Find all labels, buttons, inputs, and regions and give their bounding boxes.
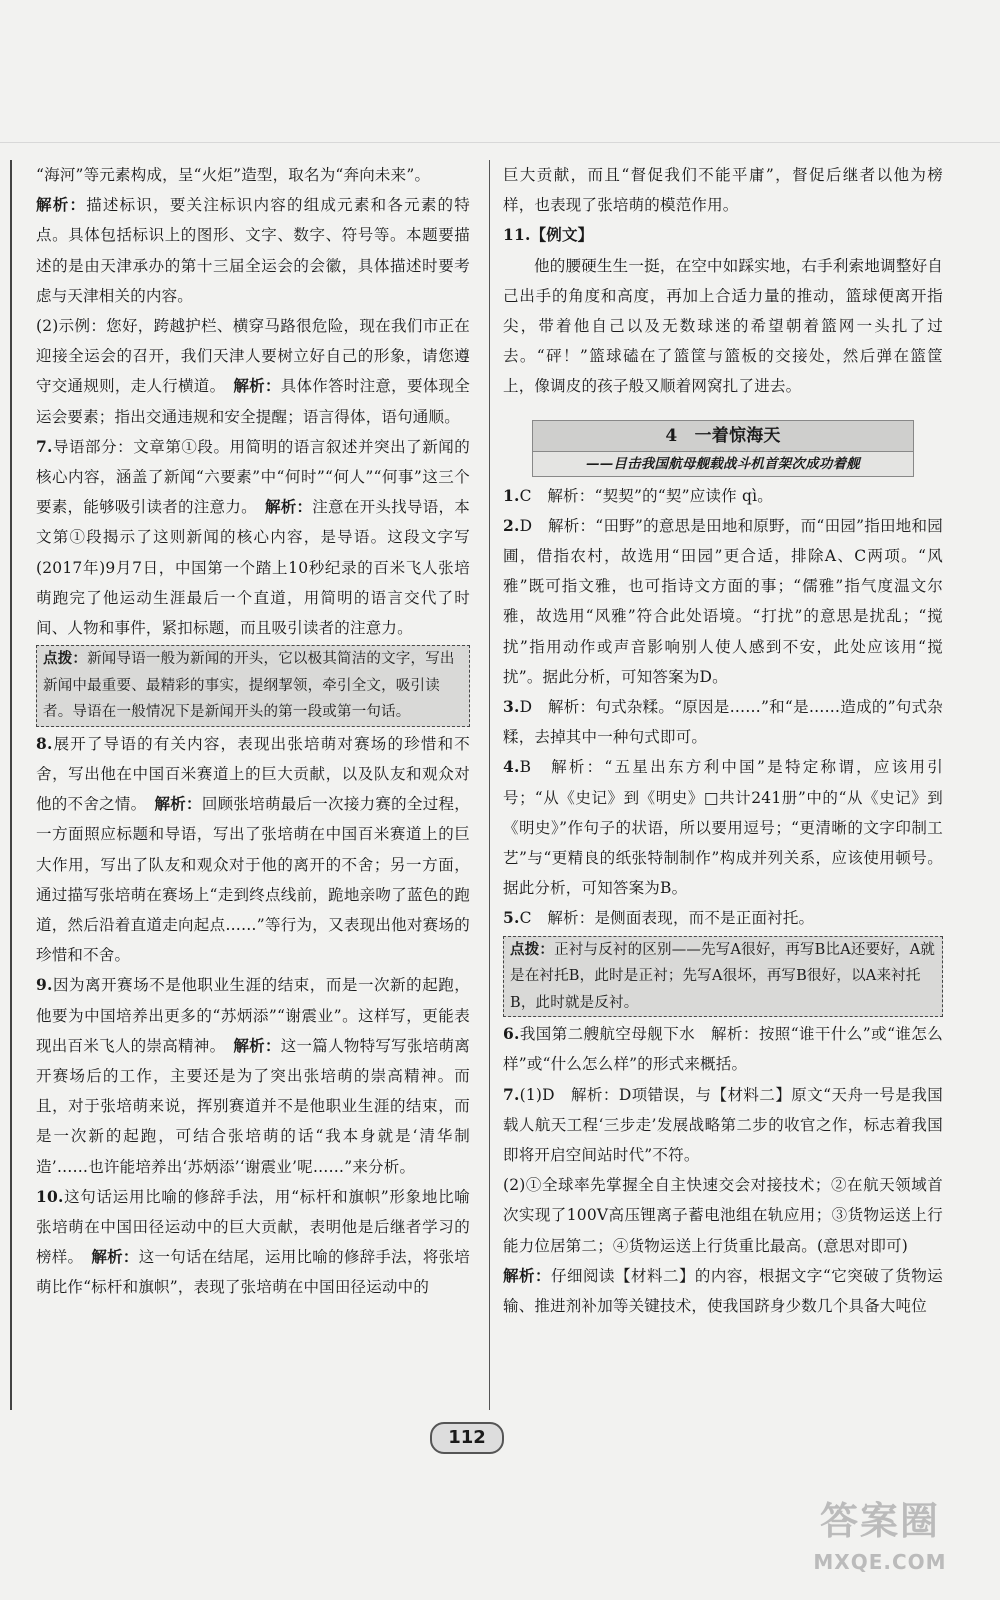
answer-text: 这句话运用比喻的修辞手法，用“标杆和旗帜”形象地比喻张培萌在中国田径运动中的巨大贡献，表明他是后继者学习的榜样。 bbox=[36, 1187, 470, 1267]
analysis-text: 注意在开头找导语，本文第①段揭示了这则新闻的核心内容，是导语。这段文字写(2017年)9月7日，中国第一个踏上10秒纪录的百米飞人张培萌跑完了他运动生涯最后一个直道，用简明的语言交代了时间、人物和事件，紧扣标题，而且吸引读者的注意力。 bbox=[36, 498, 470, 638]
answer-text: 巨大贡献，而且“督促我们不能平庸”，督促后继者以他为榜样，也表现了张培萌的模范作用。 bbox=[503, 166, 943, 215]
analysis-text: 这一篇人物特写写张培萌离开赛场后的工作，主要还是为了突出张培萌的崇高精神。而且，对于张培萌来说，挥别赛道并不是他职业生涯的结束，而是一次新的起跑，可结合张培萌的话“我本身就是‘清华制造’……也许能培养出‘苏炳添’‘谢震业’呢……”来分析。 bbox=[36, 1036, 471, 1176]
question-number: 8. bbox=[36, 733, 53, 753]
answer-text: 因为离开赛场不是他职业生涯的结束，而是一次新的起跑，他要为中国培养出更多的“苏炳添”“谢震业”。这样写，更能表现出百米飞人的崇高精神。 bbox=[36, 976, 470, 1055]
answer-text: 展开了导语的有关内容，表现出张培萌对赛场的珍惜和不舍，写出他在中国百米赛道上的巨大贡献，以及队友和观众对他的不舍之情。 bbox=[36, 734, 470, 814]
analysis-text: 回顾张培萌最后一次接力赛的全过程，一方面照应标题和导语，写出了张培萌在中国百米赛道上的巨大作用，写出了队友和观众对于他的离开的不舍；另一方面，通过描写张培萌在赛场上“走到终点线前，跪地亲吻了蓝色的跑道，然后沿着直道走向起点……”等行为，又表现出他对赛场的珍惜和不舍。 bbox=[36, 795, 470, 965]
answer-7-part-2: (2)①全球率先掌握全自主快速交会对接技术；②在航天领域首次实现了100V高压锂离子蓄电池组在轨应用；③货物运送上行能力位居第二；④货物运送上行货重比最高。(意思对即可) bbox=[503, 1176, 943, 1255]
question-number: 2. bbox=[503, 515, 520, 535]
answer-5 bbox=[503, 903, 943, 933]
answer-1 bbox=[503, 481, 943, 511]
analysis-label: 解析： bbox=[154, 794, 202, 814]
question-number: 4. bbox=[503, 757, 520, 777]
answer-6 bbox=[503, 1019, 943, 1079]
section-subtitle: ——目击我国航母舰载战斗机首架次成功着舰 bbox=[532, 452, 914, 477]
tip-box bbox=[503, 936, 943, 1018]
question-number: 11. bbox=[503, 225, 531, 245]
watermark-logo: 答案圈 bbox=[819, 1499, 940, 1543]
answer-text: C 解析：“契契”的“契”应读作 qì。 bbox=[519, 486, 773, 505]
answer-text: “海河”等元素构成，呈“火炬”造型，取名为“奔向未来”。 bbox=[36, 166, 431, 184]
analysis-paragraph bbox=[36, 190, 470, 311]
question-9 bbox=[36, 970, 470, 1181]
left-column bbox=[36, 160, 470, 1303]
analysis-label: 解析： bbox=[233, 376, 281, 396]
answer-text: D 解析：句式杂糅。“原因是……”和“是……造成的”句式杂糅，去掉其中一种句式即可。 bbox=[503, 698, 943, 747]
answer-text: D 解析：“田野”的意思是田地和原野，而“田园”指田地和园圃，借指农村，故选用“田园”更合适，排除A、C两项。“风雅”既可指文雅，也可指诗文方面的事；“儒雅”指气度温文尔雅，故选用“风雅”符合此处语境。“打扰”的意思是扰乱；“搅扰”指用动作或声音影响别人使人感到不安，此处应该用“搅扰”。据此分析，可知答案为D。 bbox=[503, 516, 943, 686]
question-number: 7. bbox=[36, 436, 53, 456]
analysis-label: 解析： bbox=[233, 1035, 281, 1055]
answer-4 bbox=[503, 752, 943, 903]
question-10 bbox=[36, 1182, 470, 1303]
analysis-label: 解析： bbox=[264, 497, 313, 517]
left-margin-rule bbox=[10, 160, 12, 1410]
analysis-text: 仔细阅读【材料二】的内容，根据文字“它突破了货物运输、推进剂补加等关键技术，使我国跻身少数几个具备大吨位 bbox=[503, 1266, 943, 1315]
question-7 bbox=[36, 432, 470, 643]
analysis-text: 具体作答时注意，要体现全运会要素；指出交通违规和安全提醒；语言得体，语句通顺。 bbox=[36, 377, 471, 426]
answer-3 bbox=[503, 692, 943, 752]
answer-text: 我国第二艘航空母舰下水 解析：按照“谁干什么”或“谁怎么样”或“什么怎么样”的形式来概括。 bbox=[503, 1025, 943, 1074]
question-number: 7. bbox=[503, 1084, 520, 1104]
column-divider bbox=[489, 160, 490, 1410]
answer-text: B 解析：“五星出东方利中国”是特定称谓，应该用引号；“从《史记》到《明史》□共计241册”中的“从《史记》到《明史》”作句子的状语，所以要用逗号；“更清晰的文字印制工艺”与“更精良的纸张特制制作”构成并列关系，应该使用顿号。据此分析，可知答案为B。 bbox=[503, 758, 943, 898]
answer-text: (1)D 解析：D项错误，与【材料二】原文“天舟一号是我国载人航天工程‘三步走’发展战略第二步的收官之作，标志着我国即将开启空间站时代”不符。 bbox=[503, 1085, 943, 1164]
analysis-paragraph bbox=[503, 1261, 943, 1321]
section-title: 4 一着惊海天 bbox=[532, 420, 914, 452]
answer-paragraph bbox=[36, 311, 470, 432]
page-number: 112 bbox=[430, 1422, 504, 1454]
tip-label: 点拨： bbox=[510, 940, 555, 958]
question-8 bbox=[36, 729, 470, 971]
question-number: 3. bbox=[503, 697, 520, 717]
watermark-site: MXQE.COM bbox=[813, 1550, 947, 1574]
example-essay: 他的腰硬生生一挺，在空中如踩实地，右手利索地调整好自己出手的角度和高度，再加上合适力量的推动，篮球便离开指尖，带着他自己以及无数球迷的希望朝着篮网一头扎了过去。“砰！”篮球磕在了篮筐与篮板的交接处，然后弹在篮筐上，像调皮的孩子般又顺着网窝扎了进去。 bbox=[503, 256, 943, 396]
analysis-text: 这一句话在结尾，运用比喻的修辞手法，将张培萌比作“标杆和旗帜”，表现了张培萌在中国田径运动中的 bbox=[36, 1248, 470, 1297]
tip-box bbox=[36, 645, 470, 727]
analysis-text: 描述标识，要关注标识内容的组成元素和各元素的特点。具体包括标识上的图形、文字、数字、符号等。本题要描述的是由天津承办的第十三届全运会的会徽，具体描述时要考虑与天津相关的内容。 bbox=[36, 196, 470, 305]
answer-text: (2)示例：您好，跨越护栏、横穿马路很危险，现在我们市正在迎接全运会的召开，我们天津人要树立好自己的形象，请您遵守交通规则，走人行横道。 bbox=[36, 317, 470, 396]
question-11 bbox=[503, 220, 943, 250]
answer-2 bbox=[503, 511, 943, 692]
example-heading: 【例文】 bbox=[530, 225, 594, 245]
question-number: 10. bbox=[36, 1186, 64, 1206]
analysis-label: 解析： bbox=[36, 195, 87, 215]
right-column bbox=[503, 160, 943, 1321]
answer-7 bbox=[503, 1080, 943, 1171]
question-number: 9. bbox=[36, 975, 53, 995]
header-rule bbox=[0, 142, 1000, 143]
tip-text: 新闻导语一般为新闻的开头，它以极其简洁的文字，写出新闻中最重要、最精彩的事实，提纲挈领，牵引全文，吸引读者。导语在一般情况下是新闻开头的第一段或第一句话。 bbox=[43, 651, 455, 721]
answer-text: C 解析：是侧面表现，而不是正面衬托。 bbox=[519, 909, 815, 928]
section-header bbox=[532, 420, 914, 477]
tip-text: 正衬与反衬的区别——先写A很好，再写B比A还要好，A就是在衬托B，此时是正衬；先写A很坏，再写B很好，以A来衬托B，此时就是反衬。 bbox=[510, 941, 936, 1011]
tip-label: 点拨： bbox=[43, 650, 88, 668]
answer-text: 导语部分：文章第①段。用简明的语言叙述并突出了新闻的核心内容，涵盖了新闻“六要素”中“何时”“何人”“何事”这三个要素，能够吸引读者的注意力。 bbox=[36, 437, 470, 517]
question-number: 1. bbox=[503, 485, 520, 505]
analysis-label: 解析： bbox=[91, 1247, 139, 1267]
question-number: 5. bbox=[503, 908, 520, 928]
analysis-label: 解析： bbox=[503, 1265, 551, 1285]
question-number: 6. bbox=[503, 1024, 520, 1044]
watermark bbox=[780, 1492, 980, 1592]
